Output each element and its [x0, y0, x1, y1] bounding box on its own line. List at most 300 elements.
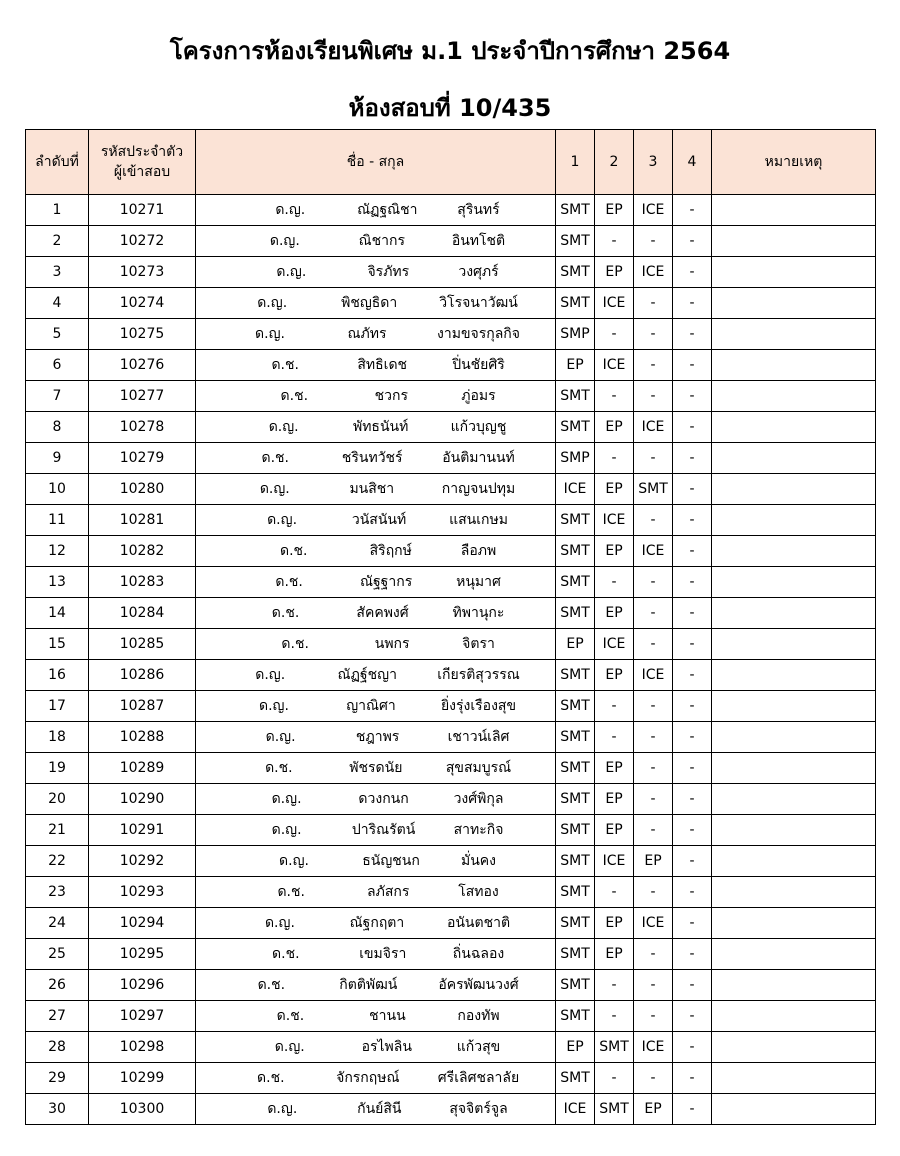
cell-no: 21	[26, 815, 89, 846]
last-name: มั่นคง	[461, 853, 496, 869]
cell-choice-3: ICE	[634, 1032, 673, 1063]
cell-choice-3: -	[634, 505, 673, 536]
table-row	[26, 257, 876, 288]
col-header-id	[89, 130, 196, 195]
cell-choice-4: -	[673, 1032, 712, 1063]
cell-choice-3: -	[634, 319, 673, 350]
header-row	[26, 130, 876, 195]
cell-note	[712, 691, 876, 722]
cell-no: 17	[26, 691, 89, 722]
table-row	[26, 691, 876, 722]
first-name: ชฎาพร	[355, 729, 400, 745]
cell-choice-1: EP	[556, 1032, 595, 1063]
cell-choice-3: ICE	[634, 412, 673, 443]
cell-full-name	[196, 691, 556, 722]
cell-choice-1: SMT	[556, 691, 595, 722]
table-row	[26, 319, 876, 350]
cell-choice-4: -	[673, 939, 712, 970]
cell-full-name	[196, 381, 556, 412]
table-row	[26, 1094, 876, 1125]
cell-full-name	[196, 1032, 556, 1063]
cell-note	[712, 660, 876, 691]
cell-choice-4: -	[673, 350, 712, 381]
cell-exam-id: 10287	[89, 691, 196, 722]
name-prefix: ด.ญ.	[257, 295, 288, 311]
name-prefix: ด.ช.	[271, 605, 300, 621]
cell-choice-1: SMT	[556, 288, 595, 319]
last-name: อนันตชาติ	[446, 915, 511, 931]
cell-note	[712, 195, 876, 226]
col-header-choice-3: 3	[634, 130, 673, 195]
first-name: ณัฏฐ์ชญา	[337, 667, 397, 683]
table-row	[26, 970, 876, 1001]
cell-exam-id: 10281	[89, 505, 196, 536]
last-name: สุขสมบูรณ์	[445, 760, 512, 776]
cell-choice-4: -	[673, 877, 712, 908]
name-prefix: ด.ช.	[265, 760, 293, 776]
table-row	[26, 1001, 876, 1032]
cell-choice-2: ICE	[595, 846, 634, 877]
table-row	[26, 629, 876, 660]
cell-full-name	[196, 1063, 556, 1094]
table-row	[26, 1063, 876, 1094]
cell-no: 9	[26, 443, 89, 474]
first-name: เขมจิรา	[359, 946, 407, 962]
cell-choice-3: -	[634, 629, 673, 660]
cell-choice-3: ICE	[634, 660, 673, 691]
cell-full-name	[196, 443, 556, 474]
cell-choice-2: SMT	[595, 1094, 634, 1125]
cell-choice-3: -	[634, 815, 673, 846]
last-name: งามขจรกุลกิจ	[437, 326, 520, 342]
cell-choice-3: -	[634, 722, 673, 753]
cell-full-name	[196, 598, 556, 629]
name-prefix: ด.ช.	[272, 946, 300, 962]
last-name: สุรินทร์	[457, 202, 500, 218]
cell-note	[712, 443, 876, 474]
cell-choice-1: ICE	[556, 474, 595, 505]
cell-full-name	[196, 288, 556, 319]
cell-choice-2: EP	[595, 257, 634, 288]
cell-exam-id: 10282	[89, 536, 196, 567]
cell-full-name	[196, 846, 556, 877]
cell-choice-4: -	[673, 970, 712, 1001]
cell-choice-4: -	[673, 598, 712, 629]
name-prefix: ด.ช.	[276, 1008, 305, 1024]
cell-full-name	[196, 412, 556, 443]
table-row	[26, 1032, 876, 1063]
col-header-no: ลำดับที่	[26, 130, 89, 195]
name-prefix: ด.ช.	[281, 636, 309, 652]
cell-exam-id: 10271	[89, 195, 196, 226]
cell-exam-id: 10291	[89, 815, 196, 846]
cell-full-name	[196, 753, 556, 784]
name-prefix: ด.ญ.	[274, 1039, 305, 1055]
first-name: กันย์สินี	[357, 1101, 402, 1117]
last-name: ภู่อมร	[461, 388, 496, 404]
cell-choice-2: EP	[595, 939, 634, 970]
table-row	[26, 784, 876, 815]
cell-no: 23	[26, 877, 89, 908]
cell-note	[712, 257, 876, 288]
cell-choice-1: SMP	[556, 443, 595, 474]
cell-choice-1: SMT	[556, 1063, 595, 1094]
cell-choice-1: SMT	[556, 381, 595, 412]
cell-no: 14	[26, 598, 89, 629]
cell-full-name	[196, 226, 556, 257]
last-name: กาญจนปทุม	[441, 481, 516, 497]
first-name: อรไพลิน	[361, 1039, 412, 1055]
table-header	[26, 130, 876, 195]
cell-exam-id: 10274	[89, 288, 196, 319]
cell-note	[712, 722, 876, 753]
cell-choice-3: SMT	[634, 474, 673, 505]
name-prefix: ด.ญ.	[269, 233, 300, 249]
cell-choice-3: -	[634, 1001, 673, 1032]
first-name: สัคคพงศ์	[356, 605, 409, 621]
first-name: ธนัญชนก	[362, 853, 420, 869]
cell-exam-id: 10290	[89, 784, 196, 815]
cell-note	[712, 536, 876, 567]
cell-choice-2: -	[595, 226, 634, 257]
cell-exam-id: 10275	[89, 319, 196, 350]
cell-choice-1: SMT	[556, 908, 595, 939]
cell-full-name	[196, 1094, 556, 1125]
table-row	[26, 443, 876, 474]
cell-choice-3: ICE	[634, 257, 673, 288]
cell-choice-4: -	[673, 288, 712, 319]
col-header-choice-2: 2	[595, 130, 634, 195]
cell-choice-4: -	[673, 753, 712, 784]
cell-exam-id: 10294	[89, 908, 196, 939]
last-name: ปิ่นชัยศิริ	[452, 357, 505, 373]
table-row	[26, 722, 876, 753]
first-name: มนสิชา	[349, 481, 395, 497]
last-name: อันติมานนท์	[442, 450, 515, 466]
cell-note	[712, 319, 876, 350]
cell-exam-id: 10300	[89, 1094, 196, 1125]
table-body	[26, 195, 876, 1125]
cell-exam-id: 10279	[89, 443, 196, 474]
cell-no: 24	[26, 908, 89, 939]
table-row	[26, 846, 876, 877]
name-prefix: ด.ญ.	[271, 822, 302, 838]
cell-full-name	[196, 629, 556, 660]
exam-room-title: ห้องสอบที่ 10/435	[348, 94, 552, 122]
name-prefix: ด.ช.	[277, 884, 305, 900]
name-prefix: ด.ญ.	[268, 419, 299, 435]
last-name: ศรีเลิศชลาลัย	[437, 1070, 520, 1086]
first-name: กิตติพัฒน์	[339, 977, 398, 993]
table-row	[26, 939, 876, 970]
cell-note	[712, 381, 876, 412]
table-row	[26, 474, 876, 505]
cell-choice-1: SMT	[556, 722, 595, 753]
cell-choice-1: ICE	[556, 1094, 595, 1125]
last-name: จิตรา	[462, 636, 495, 652]
cell-choice-4: -	[673, 722, 712, 753]
cell-choice-3: -	[634, 567, 673, 598]
last-name: หนุมาศ	[456, 574, 501, 590]
cell-choice-3: -	[634, 939, 673, 970]
last-name: ทิพานุกะ	[452, 605, 505, 621]
cell-exam-id: 10293	[89, 877, 196, 908]
cell-exam-id: 10284	[89, 598, 196, 629]
first-name: พัชรดนัย	[349, 760, 403, 776]
name-prefix: ด.ญ.	[259, 698, 289, 714]
first-name: ลภัสกร	[367, 884, 410, 900]
cell-choice-2: EP	[595, 412, 634, 443]
name-prefix: ด.ญ.	[279, 853, 309, 869]
cell-full-name	[196, 939, 556, 970]
name-prefix: ด.ญ.	[265, 729, 296, 745]
cell-note	[712, 908, 876, 939]
cell-no: 3	[26, 257, 89, 288]
cell-exam-id: 10298	[89, 1032, 196, 1063]
cell-choice-3: -	[634, 970, 673, 1001]
first-name: สิทธิเดช	[357, 357, 408, 373]
table-row	[26, 908, 876, 939]
cell-choice-2: -	[595, 722, 634, 753]
name-prefix: ด.ญ.	[255, 326, 285, 342]
first-name: ญาณิศา	[346, 698, 396, 714]
cell-choice-4: -	[673, 815, 712, 846]
cell-exam-id: 10295	[89, 939, 196, 970]
cell-note	[712, 567, 876, 598]
cell-exam-id: 10285	[89, 629, 196, 660]
first-name: ชานน	[369, 1008, 406, 1024]
cell-no: 13	[26, 567, 89, 598]
cell-choice-2: -	[595, 319, 634, 350]
cell-no: 19	[26, 753, 89, 784]
table-row	[26, 350, 876, 381]
cell-exam-id: 10292	[89, 846, 196, 877]
cell-choice-2: EP	[595, 598, 634, 629]
cell-no: 20	[26, 784, 89, 815]
name-prefix: ด.ญ.	[259, 481, 290, 497]
cell-no: 27	[26, 1001, 89, 1032]
last-name: อินทโชติ	[451, 233, 506, 249]
cell-choice-4: -	[673, 381, 712, 412]
cell-note	[712, 784, 876, 815]
cell-choice-1: SMT	[556, 195, 595, 226]
cell-choice-2: EP	[595, 660, 634, 691]
table-row	[26, 815, 876, 846]
cell-no: 11	[26, 505, 89, 536]
last-name: วงศ์พิกุล	[453, 791, 504, 807]
table-row	[26, 412, 876, 443]
cell-choice-4: -	[673, 474, 712, 505]
cell-choice-3: -	[634, 1063, 673, 1094]
cell-choice-4: -	[673, 846, 712, 877]
cell-choice-2: EP	[595, 753, 634, 784]
cell-choice-4: -	[673, 443, 712, 474]
last-name: เชาวน์เลิศ	[447, 729, 510, 745]
table-row	[26, 660, 876, 691]
cell-choice-3: ICE	[634, 195, 673, 226]
cell-full-name	[196, 505, 556, 536]
cell-choice-3: EP	[634, 1094, 673, 1125]
col-header-id-line2: ผู้เข้าสอบ	[113, 164, 171, 180]
cell-exam-id: 10272	[89, 226, 196, 257]
cell-choice-2: -	[595, 877, 634, 908]
cell-choice-2: EP	[595, 474, 634, 505]
cell-exam-id: 10286	[89, 660, 196, 691]
cell-no: 18	[26, 722, 89, 753]
page-title: โครงการห้องเรียนพิเศษ ม.1 ประจำปีการศึกษา 2564	[169, 37, 731, 65]
cell-full-name	[196, 567, 556, 598]
cell-exam-id: 10288	[89, 722, 196, 753]
cell-exam-id: 10299	[89, 1063, 196, 1094]
cell-choice-2: -	[595, 1001, 634, 1032]
first-name: ชรินทวัชร์	[341, 450, 403, 466]
cell-choice-2: EP	[595, 536, 634, 567]
cell-choice-4: -	[673, 1063, 712, 1094]
cell-exam-id: 10297	[89, 1001, 196, 1032]
col-header-choice-4: 4	[673, 130, 712, 195]
cell-full-name	[196, 536, 556, 567]
table-row	[26, 288, 876, 319]
first-name: พัทธนันท์	[352, 419, 409, 435]
cell-no: 29	[26, 1063, 89, 1094]
table-row	[26, 505, 876, 536]
first-name: ณิชากร	[358, 233, 405, 249]
cell-no: 6	[26, 350, 89, 381]
table-row	[26, 195, 876, 226]
last-name: วงศุภร์	[458, 264, 499, 280]
name-prefix: ด.ญ.	[255, 667, 286, 683]
cell-note	[712, 939, 876, 970]
first-name: วนัสนันท์	[351, 512, 407, 528]
cell-choice-2: -	[595, 970, 634, 1001]
cell-no: 16	[26, 660, 89, 691]
cell-no: 8	[26, 412, 89, 443]
cell-no: 22	[26, 846, 89, 877]
name-prefix: ด.ช.	[261, 450, 289, 466]
last-name: แก้วสุข	[456, 1039, 501, 1055]
cell-choice-3: -	[634, 443, 673, 474]
cell-choice-3: -	[634, 226, 673, 257]
name-prefix: ด.ญ.	[267, 512, 298, 528]
cell-no: 5	[26, 319, 89, 350]
last-name: แก้วบุญชู	[450, 419, 507, 435]
cell-no: 4	[26, 288, 89, 319]
cell-no: 1	[26, 195, 89, 226]
cell-full-name	[196, 474, 556, 505]
cell-choice-4: -	[673, 536, 712, 567]
cell-choice-4: -	[673, 505, 712, 536]
cell-choice-4: -	[673, 691, 712, 722]
cell-full-name	[196, 908, 556, 939]
cell-choice-4: -	[673, 567, 712, 598]
name-prefix: ด.ช.	[280, 388, 309, 404]
cell-no: 2	[26, 226, 89, 257]
cell-full-name	[196, 257, 556, 288]
cell-no: 12	[26, 536, 89, 567]
cell-note	[712, 1094, 876, 1125]
cell-exam-id: 10276	[89, 350, 196, 381]
cell-choice-1: SMP	[556, 319, 595, 350]
last-name: สาทะกิจ	[453, 822, 504, 838]
cell-choice-4: -	[673, 257, 712, 288]
cell-choice-1: SMT	[556, 226, 595, 257]
cell-choice-2: ICE	[595, 629, 634, 660]
cell-choice-4: -	[673, 660, 712, 691]
cell-choice-1: SMT	[556, 939, 595, 970]
cell-note	[712, 288, 876, 319]
first-name: ณัฏฐณิชา	[357, 202, 418, 218]
first-name: ณภัทร	[347, 326, 387, 342]
cell-full-name	[196, 660, 556, 691]
cell-choice-3: ICE	[634, 536, 673, 567]
exam-roster-table	[25, 129, 876, 1125]
cell-full-name	[196, 877, 556, 908]
last-name: วิโรจนาวัฒน์	[439, 295, 518, 311]
cell-choice-4: -	[673, 1001, 712, 1032]
name-prefix: ด.ญ.	[264, 915, 295, 931]
cell-choice-4: -	[673, 195, 712, 226]
cell-exam-id: 10296	[89, 970, 196, 1001]
cell-full-name	[196, 350, 556, 381]
cell-note	[712, 505, 876, 536]
cell-no: 10	[26, 474, 89, 505]
cell-choice-2: -	[595, 443, 634, 474]
cell-choice-2: ICE	[595, 505, 634, 536]
name-prefix: ด.ญ.	[276, 264, 307, 280]
name-prefix: ด.ญ.	[271, 791, 302, 807]
last-name: โสทอง	[458, 884, 499, 900]
cell-exam-id: 10289	[89, 753, 196, 784]
cell-choice-3: -	[634, 784, 673, 815]
table-row	[26, 381, 876, 412]
cell-choice-1: SMT	[556, 567, 595, 598]
col-header-note: หมายเหตุ	[712, 130, 876, 195]
first-name: จิรภัทร	[367, 264, 410, 280]
cell-note	[712, 970, 876, 1001]
first-name: จักรกฤษณ์	[336, 1070, 400, 1086]
last-name: ยิ่งรุ่งเรืองสุข	[440, 698, 517, 714]
table-row	[26, 226, 876, 257]
cell-choice-4: -	[673, 226, 712, 257]
name-prefix: ด.ช.	[257, 1070, 285, 1086]
last-name: อัครพัฒนวงศ์	[438, 977, 519, 993]
cell-choice-1: SMT	[556, 598, 595, 629]
cell-full-name	[196, 1001, 556, 1032]
cell-no: 7	[26, 381, 89, 412]
cell-choice-1: SMT	[556, 815, 595, 846]
cell-note	[712, 753, 876, 784]
cell-choice-2: EP	[595, 784, 634, 815]
col-header-id-line1: รหัสประจำตัว	[100, 144, 184, 160]
cell-choice-4: -	[673, 784, 712, 815]
last-name: เกียรติสุวรรณ	[437, 667, 520, 683]
first-name: ณัฐฐากร	[359, 574, 413, 590]
cell-note	[712, 846, 876, 877]
cell-full-name	[196, 195, 556, 226]
cell-no: 28	[26, 1032, 89, 1063]
cell-choice-3: EP	[634, 846, 673, 877]
cell-choice-1: SMT	[556, 846, 595, 877]
cell-choice-3: -	[634, 691, 673, 722]
name-prefix: ด.ช.	[280, 543, 308, 559]
cell-full-name	[196, 722, 556, 753]
last-name: ถิ่นฉลอง	[452, 946, 505, 962]
cell-choice-1: SMT	[556, 753, 595, 784]
table-row	[26, 877, 876, 908]
cell-choice-2: -	[595, 691, 634, 722]
cell-choice-3: -	[634, 381, 673, 412]
table-row	[26, 536, 876, 567]
